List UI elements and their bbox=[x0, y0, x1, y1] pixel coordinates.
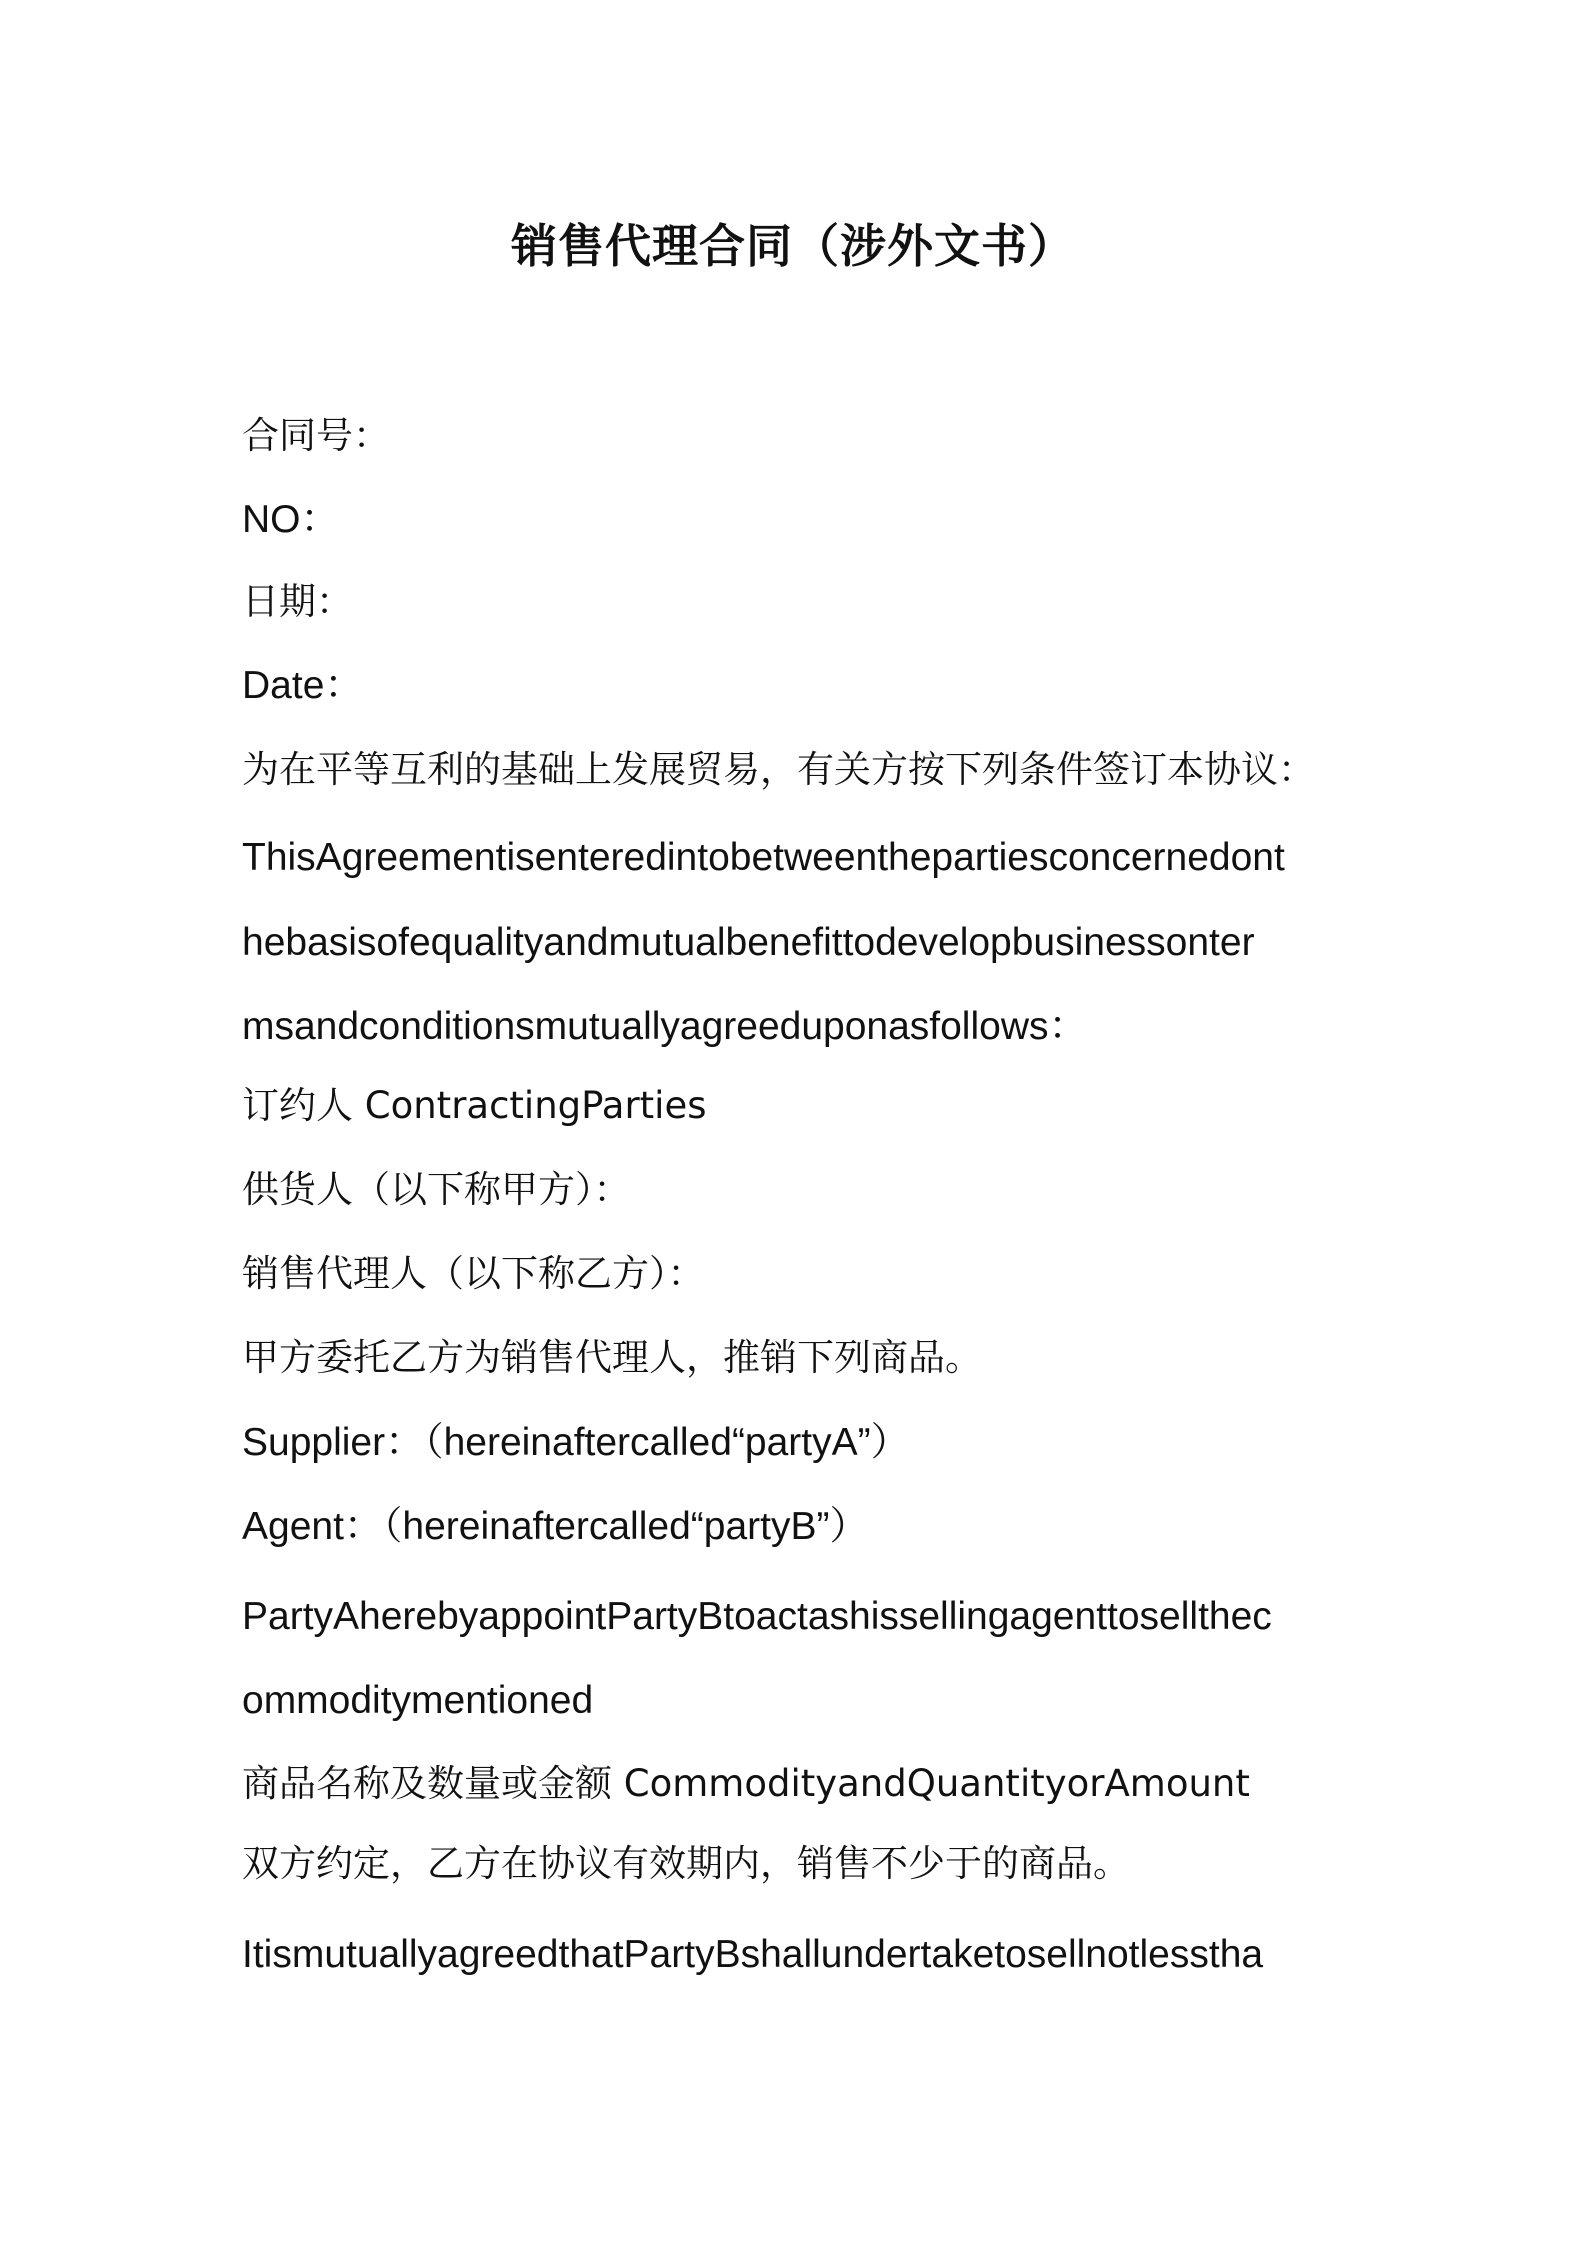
contracting-parties-heading: 订约人 ContractingParties bbox=[242, 1084, 707, 1127]
agent-label-cn: 销售代理人（以下称乙方）： bbox=[242, 1252, 705, 1295]
appointment-clause-en-line-1: PartyAherebyappointPartyBtoactashissellingagenttosellthec bbox=[242, 1595, 1272, 1638]
contract-number-label: 合同号： bbox=[242, 414, 390, 457]
preamble-cn: 为在平等互利的基础上发展贸易，有关方按下列条件签订本协议： bbox=[242, 748, 1315, 791]
date-label: 日期： bbox=[242, 580, 353, 623]
sales-quota-clause-cn: 双方约定，乙方在协议有效期内，销售不少于的商品。 bbox=[242, 1842, 1130, 1885]
sales-quota-clause-en: ItismutuallyagreedthatPartyBshallundertaketosellnotlesstha bbox=[242, 1933, 1264, 1976]
document-title: 销售代理合同（涉外文书） bbox=[511, 219, 1075, 273]
preamble-en-line-2: hebasisofequalityandmutualbenefittodevelopbusinessonter bbox=[242, 921, 1255, 964]
appointment-clause-cn: 甲方委托乙方为销售代理人，推销下列商品。 bbox=[242, 1336, 982, 1379]
supplier-label-cn: 供货人（以下称甲方）： bbox=[242, 1168, 631, 1211]
supplier-label-en: Supplier：（hereinaftercalled“partyA”） bbox=[242, 1421, 910, 1464]
preamble-en-line-1: ThisAgreementisenteredintobetweenthepartiesconcernedont bbox=[242, 836, 1285, 879]
preamble-en-line-3: msandconditionsmutuallyagreeduponasfollows： bbox=[242, 1005, 1088, 1048]
agent-label-en: Agent：（hereinaftercalled“partyB”） bbox=[242, 1505, 869, 1548]
contract-number-label-en: NO： bbox=[242, 498, 340, 541]
appointment-clause-en-line-2: ommoditymentioned bbox=[242, 1679, 594, 1722]
commodity-heading: 商品名称及数量或金额 CommodityandQuantityorAmount bbox=[242, 1762, 1250, 1805]
date-label-en: Date： bbox=[242, 664, 364, 707]
